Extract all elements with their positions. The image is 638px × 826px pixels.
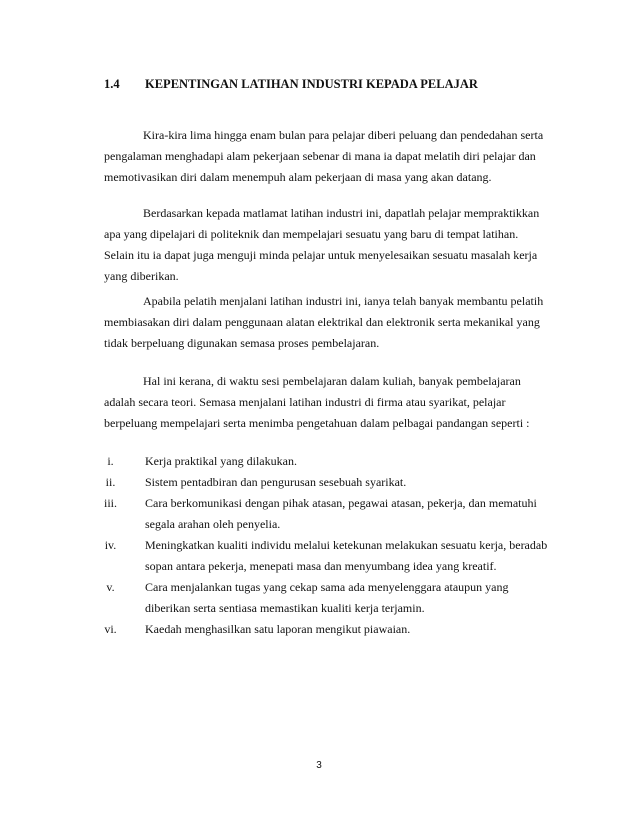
list-numeral: vi. <box>104 622 117 636</box>
list-numeral: iv. <box>104 538 117 552</box>
list-item <box>104 451 547 472</box>
list-item-text: Cara menjalankan tugas yang cekap sama ada menyelenggara ataupun yang <box>145 580 509 594</box>
list-numeral: iii. <box>103 496 117 510</box>
paragraph-line: Selain itu ia dapat juga menguji minda pelajar untuk menyelesaikan sesuatu masalah kerja <box>104 248 538 262</box>
paragraph-line: Kira-kira lima hingga enam bulan para pelajar diberi peluang dan pendedahan serta <box>143 128 544 142</box>
paragraph-line: Berdasarkan kepada matlamat latihan industri ini, dapatlah pelajar mempraktikkan <box>143 206 540 220</box>
list-item <box>104 577 547 619</box>
paragraph-line: Apabila pelatih menjalani latihan industri ini, ianya telah banyak membantu pelatih <box>143 294 544 308</box>
list-item-text: diberikan serta sentiasa memastikan kualiti kerja terjamin. <box>145 601 425 615</box>
paragraph-4 <box>104 371 566 434</box>
list-item <box>104 619 547 640</box>
list-numeral: i. <box>107 454 114 468</box>
list-numeral: v. <box>106 580 115 594</box>
list-item-text: Kerja praktikal yang dilakukan. <box>145 454 297 468</box>
list-item-text: Cara berkomunikasi dengan pihak atasan, pegawai atasan, pekerja, dan mematuhi <box>145 496 537 510</box>
paragraph-line: memotivasikan diri dalam menempuh alam pekerjaan di masa yang akan datang. <box>104 170 492 184</box>
section-number: 1.4 <box>104 77 120 91</box>
paragraph-line: berpeluang mempelajari serta menimba pengetahuan dalam pelbagai pandangan seperti : <box>104 416 530 430</box>
paragraph-2 <box>104 203 566 287</box>
list-item <box>104 535 547 577</box>
roman-list <box>104 451 547 640</box>
list-item-text: Sistem pentadbiran dan pengurusan sesebuah syarikat. <box>145 475 407 489</box>
list-item-text: segala arahan oleh penyelia. <box>145 517 281 531</box>
page-number: 3 <box>316 760 322 771</box>
paragraph-3 <box>104 291 566 354</box>
list-item-text: Meningkatkan kualiti individu melalui ketekunan melakukan sesuatu kerja, beradab <box>145 538 548 552</box>
paragraph-line: apa yang dipelajari di politeknik dan mempelajari sesuatu yang baru di tempat latihan. <box>104 227 519 241</box>
list-item-text: sopan antara pekerja, menepati masa dan menyumbang idea yang kreatif. <box>145 559 497 573</box>
list-item <box>104 493 547 535</box>
list-item-text: Kaedah menghasilkan satu laporan mengikut piawaian. <box>145 622 411 636</box>
section-title: KEPENTINGAN LATIHAN INDUSTRI KEPADA PELAJAR <box>145 77 478 91</box>
paragraph-line: membiasakan diri dalam penggunaan alatan elektrikal dan elektronik serta mekanikal yang <box>104 315 540 329</box>
paragraph-line: adalah secara teori. Semasa menjalani latihan industri di firma atau syarikat, pelajar <box>104 395 506 409</box>
paragraph-line: yang diberikan. <box>104 269 179 283</box>
paragraph-line: pengalaman menghadapi alam pekerjaan sebenar di mana ia dapat melatih diri pelajar dan <box>104 149 536 163</box>
paragraph-1 <box>104 125 566 188</box>
list-numeral: ii. <box>105 475 116 489</box>
paragraph-line: tidak berpeluang digunakan semasa proses pembelajaran. <box>104 336 380 350</box>
list-item <box>104 472 547 493</box>
paragraph-line: Hal ini kerana, di waktu sesi pembelajaran dalam kuliah, banyak pembelajaran <box>143 374 521 388</box>
